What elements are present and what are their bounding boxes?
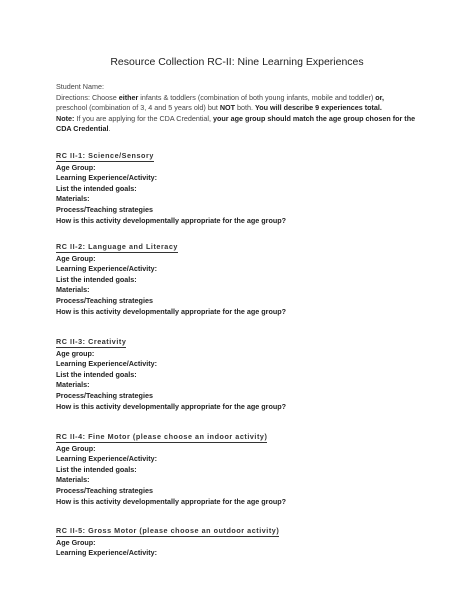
field-developmentally-appropriate: How is this activity developmentally appropriate for the age group? (56, 401, 287, 411)
field-learning-experience: Learning Experience/Activity: (56, 454, 158, 464)
field-age-group: Age Group: (56, 162, 96, 172)
document-title: Resource Collection RC-II: Nine Learning Experiences (110, 56, 364, 68)
field-learning-experience: Learning Experience/Activity: (56, 173, 158, 183)
field-intended-goals: List the intended goals: (56, 183, 137, 193)
directions-part: infants & toddlers (combination of both young infants, mobile and toddler) (138, 92, 376, 102)
note-part: If you are applying for the CDA Credential, (74, 113, 214, 123)
field-learning-experience: Learning Experience/Activity: (56, 359, 158, 369)
field-intended-goals: List the intended goals: (56, 464, 137, 474)
field-process-strategies: Process/Teaching strategies (56, 390, 153, 400)
field-age-group: Age Group: (56, 443, 96, 453)
field-developmentally-appropriate: How is this activity developmentally appropriate for the age group? (56, 215, 287, 225)
note-text (56, 114, 428, 135)
directions-emphasis: You will describe 9 experiences total. (254, 103, 382, 113)
note-part: . (108, 124, 111, 134)
field-developmentally-appropriate: How is this activity developmentally appropriate for the age group? (56, 496, 287, 506)
field-intended-goals: List the intended goals: (56, 369, 137, 379)
directions-part: both. (234, 103, 255, 113)
section-title: RC II-1: Science/Sensory (56, 151, 154, 160)
student-name-label: Student Name: (56, 82, 104, 91)
field-age-group: Age group: (56, 348, 95, 358)
section-rc-ii-1 (56, 151, 436, 226)
directions-text (56, 93, 428, 114)
field-process-strategies: Process/Teaching strategies (56, 204, 153, 214)
field-learning-experience: Learning Experience/Activity: (56, 548, 158, 558)
field-intended-goals: List the intended goals: (56, 274, 137, 284)
field-learning-experience: Learning Experience/Activity: (56, 264, 158, 274)
section-rc-ii-2 (56, 242, 436, 317)
field-materials: Materials: (56, 475, 90, 485)
directions-part: Directions: Choose (56, 92, 119, 102)
field-materials: Materials: (56, 380, 90, 390)
directions-part: preschool (combination of 3, 4 and 5 years old) but (56, 103, 220, 113)
directions-emphasis: NOT (219, 103, 235, 113)
section-rc-ii-3 (56, 337, 436, 412)
section-title: RC II-3: Creativity (56, 337, 127, 346)
field-process-strategies: Process/Teaching strategies (56, 295, 153, 305)
intro-block (56, 82, 428, 135)
directions-emphasis: either (118, 92, 139, 102)
note-label: Note: (56, 113, 75, 123)
section-rc-ii-4 (56, 432, 436, 507)
field-materials: Materials: (56, 194, 90, 204)
directions-emphasis: or, (375, 92, 385, 102)
section-rc-ii-5 (56, 526, 436, 559)
field-age-group: Age Group: (56, 253, 96, 263)
field-developmentally-appropriate: How is this activity developmentally appropriate for the age group? (56, 306, 287, 316)
section-title: RC II-5: Gross Motor (please choose an outdoor activity) (56, 526, 280, 535)
section-title: RC II-4: Fine Motor (please choose an indoor activity) (56, 432, 268, 441)
section-title: RC II-2: Language and Literacy (56, 242, 178, 251)
field-process-strategies: Process/Teaching strategies (56, 485, 153, 495)
field-materials: Materials: (56, 285, 90, 295)
field-age-group: Age Group: (56, 537, 96, 547)
note-emphasis: your age group should match the age group chosen for the CDA Credential (56, 113, 416, 134)
